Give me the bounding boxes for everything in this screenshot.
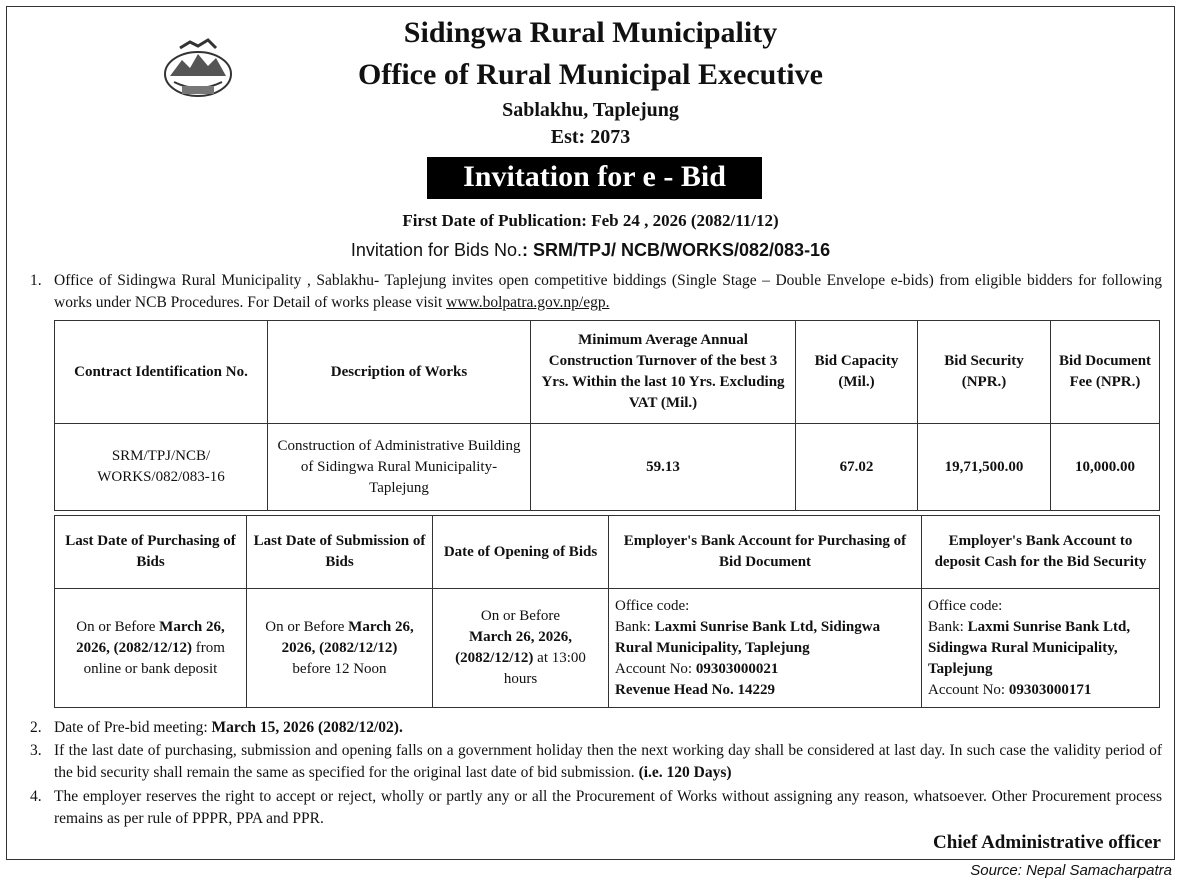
bid-security-value: 19,71,500.00 <box>918 424 1051 511</box>
account-label: Account No: <box>928 681 1009 698</box>
table-header-row <box>55 516 1160 589</box>
col-opening-date: Date of Opening of Bids <box>433 516 609 589</box>
date-suffix: before 12 Noon <box>292 660 387 677</box>
ifb-label: Invitation for Bids No. <box>350 240 522 260</box>
date-prefix: On or Before <box>480 608 561 624</box>
address: Sablakhu, Taplejung <box>502 99 679 121</box>
date-value: March 26, 2026, (2082/12/12) <box>455 629 573 666</box>
date-suffix: at 13:00 hours <box>503 650 586 687</box>
col-bid-security: Bid Security (NPR.) <box>918 321 1051 424</box>
revenue-head: Revenue Head No. 14229 <box>615 681 775 698</box>
paragraph-text: The employer reserves the right to accept or reject, wholly or partly any or all the Procurement of Works without assigning any reason, whatsoever. Other Procurement process remains as per rule of PPPR, PPA and PPR. <box>54 788 1162 827</box>
paragraph-number: 1. <box>30 272 42 289</box>
paragraph-1 <box>30 270 1162 313</box>
col-document-fee: Bid Document Fee (NPR.) <box>1051 321 1160 424</box>
ifb-value: : SRM/TPJ/ NCB/WORKS/082/083-16 <box>522 240 831 260</box>
dates-table <box>54 515 1160 708</box>
contract-id: SRM/TPJ/NCB/ WORKS/082/083-16 <box>55 424 268 511</box>
date-value: March 26, 2026, (2082/12/12) <box>76 618 225 656</box>
municipality-title: Sidingwa Rural Municipality <box>403 16 778 49</box>
bank-label: Bank: <box>615 618 655 635</box>
col-contract-id: Contract Identification No. <box>55 321 268 424</box>
purchase-date <box>55 589 247 708</box>
date-suffix: from online or bank deposit <box>83 639 225 677</box>
paragraph-3 <box>30 740 1162 783</box>
bid-capacity-value: 67.02 <box>796 424 918 511</box>
date-prefix: On or Before <box>76 618 160 635</box>
paragraph-4 <box>30 786 1162 829</box>
paragraph-number: 3. <box>30 742 42 759</box>
table-row <box>55 424 1160 511</box>
col-purchase-date: Last Date of Purchasing of Bids <box>55 516 247 589</box>
paragraph-text: Office of Sidingwa Rural Municipality , Sablakhu- Taplejung invites open competitive biddings (Single Stage – Double Envelope e-bids) from eligible bidders for following works under NCB Procedures. For Detail of works please visit <box>54 272 1162 311</box>
paragraph-text: Date of Pre-bid meeting: <box>54 719 212 736</box>
bolpatra-link[interactable]: www.bolpatra.gov.np/egp. <box>446 293 610 311</box>
document-fee-value: 10,000.00 <box>1051 424 1160 511</box>
bank-account-purchase <box>609 589 922 708</box>
date-prefix: On or Before <box>265 618 349 635</box>
signature: Chief Administrative officer <box>933 832 1161 853</box>
date-value: March 26, 2026, (2082/12/12) <box>281 618 414 656</box>
col-submission-date: Last Date of Submission of Bids <box>247 516 433 589</box>
paragraph-number: 2. <box>30 719 42 736</box>
office-code: Office code: <box>615 597 690 614</box>
bank-account-security <box>922 589 1160 708</box>
office-title: Office of Rural Municipal Executive <box>358 58 823 91</box>
col-bank-purchase: Employer's Bank Account for Purchasing of Bid Document <box>609 516 922 589</box>
col-turnover: Minimum Average Annual Construction Turnover of the best 3 Yrs. Within the last 10 Yrs. Excluding VAT (Mil.) <box>531 321 796 424</box>
account-label: Account No: <box>615 660 696 677</box>
works-table <box>54 320 1160 511</box>
paragraph-text: If the last date of purchasing, submission and opening falls on a government holiday then the next working day shall be considered at last day. In such case the validity period of the bid security shall remain the same as specified for the original last date of bid submission. <box>54 742 1162 781</box>
table-header-row <box>55 321 1160 424</box>
publication-date: First Date of Publication: Feb 24 , 2026 (2082/11/12) <box>402 211 779 230</box>
opening-date <box>433 589 609 708</box>
submission-date <box>247 589 433 708</box>
validity-days: (i.e. 120 Days) <box>638 763 732 781</box>
paragraph-2 <box>30 717 1162 739</box>
col-description: Description of Works <box>268 321 531 424</box>
prebid-date: March 15, 2026 (2082/12/02). <box>211 719 403 736</box>
source-credit: Source: Nepal Samacharpatra <box>970 862 1172 879</box>
bank-name: Laxmi Sunrise Bank Ltd, Sidingwa Rural Municipality, Taplejung <box>928 618 1131 677</box>
bank-name: Laxmi Sunrise Bank Ltd, Sidingwa Rural Municipality, Taplejung <box>615 618 881 656</box>
ifb-number <box>0 240 1181 261</box>
col-bid-capacity: Bid Capacity (Mil.) <box>796 321 918 424</box>
notice-banner: Invitation for e - Bid <box>427 157 762 199</box>
paragraph-number: 4. <box>30 788 42 805</box>
established-year: Est: 2073 <box>550 126 631 148</box>
table-row <box>55 589 1160 708</box>
col-bank-security: Employer's Bank Account to deposit Cash for the Bid Security <box>922 516 1160 589</box>
account-number: 09303000021 <box>695 660 779 677</box>
account-number: 09303000171 <box>1008 681 1092 698</box>
bank-label: Bank: <box>928 618 968 635</box>
turnover-value: 59.13 <box>531 424 796 511</box>
office-code: Office code: <box>928 597 1003 614</box>
work-description: Construction of Administrative Building of Sidingwa Rural Municipality-Taplejung <box>268 424 531 511</box>
